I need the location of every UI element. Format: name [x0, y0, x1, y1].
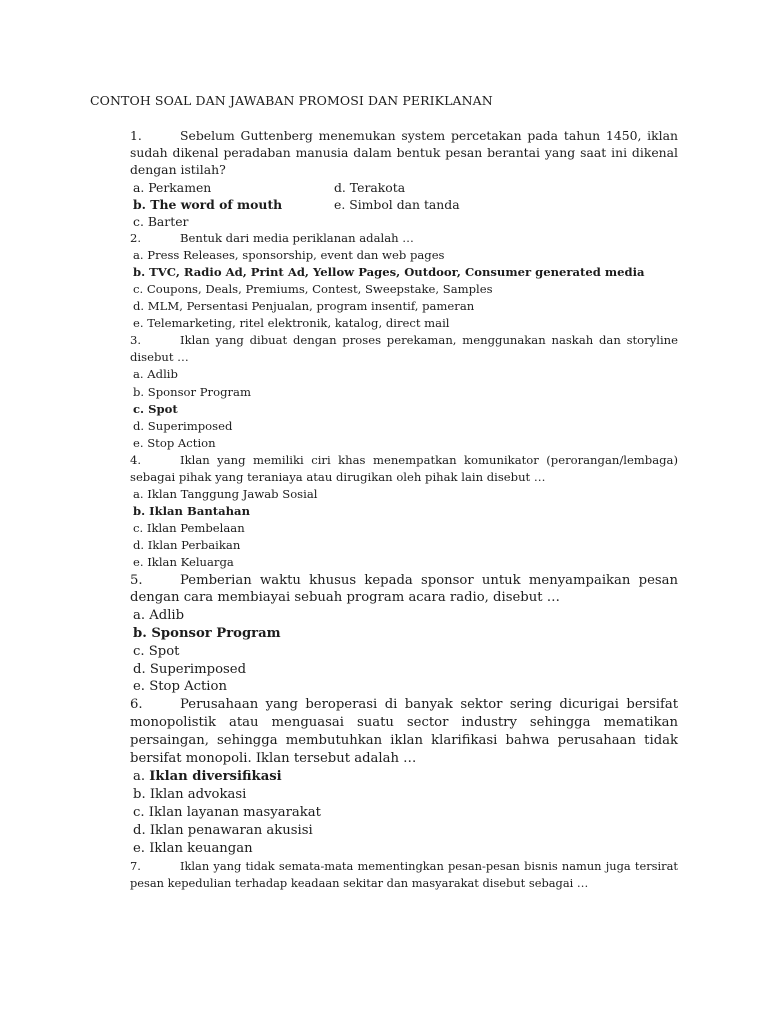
question-6	[130, 696, 678, 768]
option-e: e. Simbol dan tanda	[334, 196, 460, 212]
question-text: Iklan yang memiliki ciri khas menempatkan komunikator (perorangan/lembaga) sebagai pihak yang teraniaya atau dirugikan oleh pihak lain disebut …	[130, 452, 678, 484]
option-d: d. Iklan Perbaikan	[133, 538, 241, 553]
answer-text: b. Iklan Bantahan	[133, 504, 250, 519]
answer-text: b. The word of mouth	[133, 196, 283, 212]
option-b-correct	[130, 196, 331, 213]
question-list	[130, 127, 678, 892]
option-b-correct	[130, 264, 678, 281]
question-2	[130, 230, 678, 247]
option-d: d. Superimposed	[133, 418, 233, 433]
question-text: Sebelum Guttenberg menemukan system percetakan pada tahun 1450, iklan sudah dikenal peradaban manusia dalam bentuk pesan berantai yang saat ini dikenal dengan istilah?	[130, 128, 678, 178]
option-a: a. Iklan Tanggung Jawab Sosial	[133, 487, 318, 502]
option-c: c. Spot	[133, 643, 180, 659]
option-a: a. Press Releases, sponsorship, event dan web pages	[133, 248, 445, 263]
answer-text: Iklan diversifikasi	[149, 769, 282, 785]
question-5	[130, 572, 678, 608]
option-row	[130, 196, 678, 213]
option-letter: a.	[133, 769, 146, 785]
question-number: 5.	[130, 572, 143, 588]
question-number: 4.	[130, 452, 142, 467]
option-a: a. Perkamen	[133, 179, 212, 195]
question-1	[130, 127, 678, 179]
option-c: c. Iklan Pembelaan	[133, 521, 245, 536]
question-text: Pemberian waktu khusus kepada sponsor untuk menyampaikan pesan dengan cara membiayai sebuah program acara radio, disebut …	[130, 572, 678, 606]
question-number: 3.	[130, 333, 142, 348]
option-a-correct	[130, 768, 678, 786]
answer-text: c. Spot	[133, 401, 178, 416]
option-e: e. Iklan Keluarga	[133, 555, 234, 570]
option-d: d. MLM, Persentasi Penjualan, program insentif, pameran	[133, 299, 475, 314]
option-a: a. Adlib	[133, 367, 178, 382]
option-b-correct	[130, 503, 678, 520]
option-row	[130, 179, 678, 196]
option-b: b. Sponsor Program	[133, 384, 251, 399]
question-7	[130, 858, 678, 892]
question-3	[130, 332, 678, 366]
answer-text: b. Sponsor Program	[133, 625, 281, 641]
option-d: d. Iklan penawaran akusisi	[133, 823, 313, 839]
option-e: e. Telemarketing, ritel elektronik, katalog, direct mail	[133, 316, 450, 331]
option-b: b. Iklan advokasi	[133, 787, 247, 803]
question-text: Perusahaan yang beroperasi di banyak sektor sering dicurigai bersifat monopolistik atau menguasai suatu sector industry sehingga mematikan persaingan, sehingga membutuhkan iklan klarifikasi bahwa perusahaan tidak bersifat monopoli. Iklan tersebut adalah …	[130, 697, 678, 767]
answer-text: b. TVC, Radio Ad, Print Ad, Yellow Pages, Outdoor, Consumer generated media	[133, 265, 645, 280]
option-b-correct	[130, 625, 678, 643]
question-number: 2.	[130, 231, 142, 246]
option-d: d. Terakota	[334, 179, 406, 195]
option-c: c. Coupons, Deals, Premiums, Contest, Sweepstake, Samples	[133, 282, 493, 297]
question-number: 7.	[130, 859, 141, 874]
option-c: c. Barter	[133, 214, 189, 230]
option-c-correct	[130, 401, 678, 418]
option-a: a. Adlib	[133, 608, 185, 624]
question-number: 6.	[130, 697, 143, 713]
option-c: c. Iklan layanan masyarakat	[133, 805, 321, 821]
page-title: CONTOH SOAL DAN JAWABAN PROMOSI DAN PERIKLANAN	[90, 93, 493, 108]
question-text: Iklan yang dibuat dengan proses perekaman, menggunakan naskah dan storyline disebut …	[130, 333, 678, 365]
option-d: d. Superimposed	[133, 661, 247, 677]
option-e: e. Stop Action	[133, 679, 227, 695]
question-text: Iklan yang tidak semata-mata mementingkan pesan-pesan bisnis namun juga tersirat pesan kepedulian terhadap keadaan sekitar dan masyarakat disebut sebagai …	[130, 859, 678, 890]
question-number: 1.	[130, 128, 142, 143]
question-text: Bentuk dari media periklanan adalah …	[180, 231, 414, 246]
question-4	[130, 452, 678, 486]
option-e: e. Iklan keuangan	[133, 841, 253, 857]
option-e: e. Stop Action	[133, 435, 216, 450]
